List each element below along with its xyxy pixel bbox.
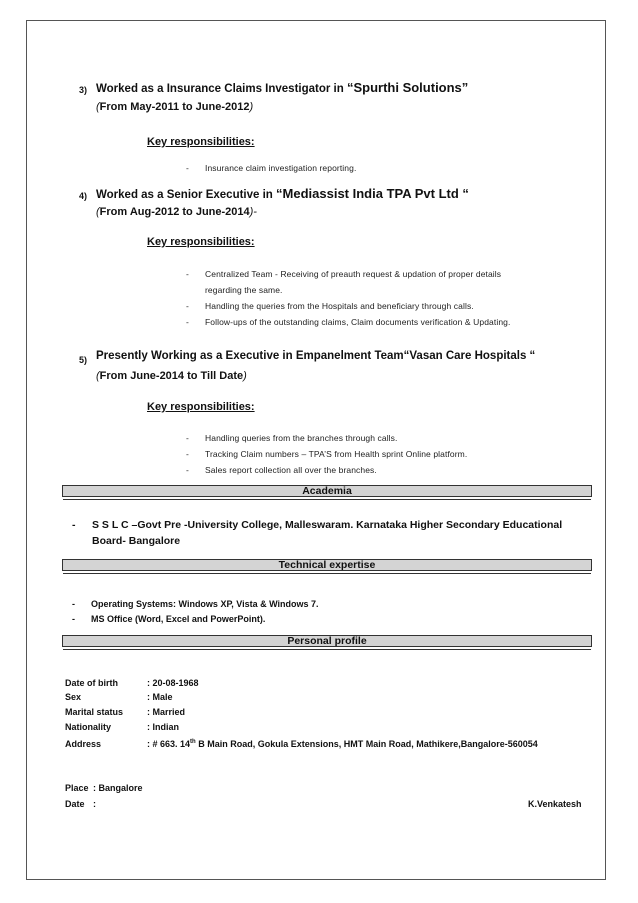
job-role: Worked as a Insurance Claims Investigator in [96, 83, 347, 95]
list-item: - Operating Systems: Windows XP, Vista & Windows 7. [72, 599, 319, 609]
job-title [96, 186, 469, 201]
job-title [96, 350, 535, 362]
job-period: (From June-2014 to Till Date) [96, 370, 247, 382]
education-line-1: S S L C –Govt Pre -University College, Malleswaram. Karnataka Higher Secondary Educational [92, 519, 563, 531]
item-number: 5) [79, 355, 88, 365]
list-item-dash: - [72, 519, 76, 531]
key-responsibilities-heading: Key responsibilities: [147, 401, 255, 413]
section-header-personal: Personal profile [62, 635, 592, 647]
signature: K.Venkatesh [528, 799, 582, 809]
education-line-2: Board- Bangalore [92, 535, 181, 547]
company-name: “Vasan Care Hospitals “ [403, 350, 536, 362]
company-name: “Spurthi Solutions” [346, 80, 469, 95]
job-role: Presently Working as a Executive in Empanelment Team [96, 350, 404, 362]
key-responsibilities-heading: Key responsibilities: [147, 236, 255, 248]
job-period: (From May-2011 to June-2012) [96, 101, 254, 113]
item-number: 4) [79, 191, 88, 201]
section-header-technical: Technical expertise [62, 559, 592, 571]
key-responsibilities-heading: Key responsibilities: [147, 136, 255, 148]
company-name: “Mediassist India TPA Pvt Ltd “ [276, 186, 469, 201]
job-title [96, 80, 468, 95]
list-item: - MS Office (Word, Excel and PowerPoint). [72, 614, 266, 624]
job-period: (From Aug-2012 to June-2014)- [96, 206, 257, 218]
item-number: 3) [79, 85, 88, 95]
section-header-academia: Academia [62, 485, 592, 497]
job-role: Worked as a Senior Executive in [96, 189, 277, 201]
